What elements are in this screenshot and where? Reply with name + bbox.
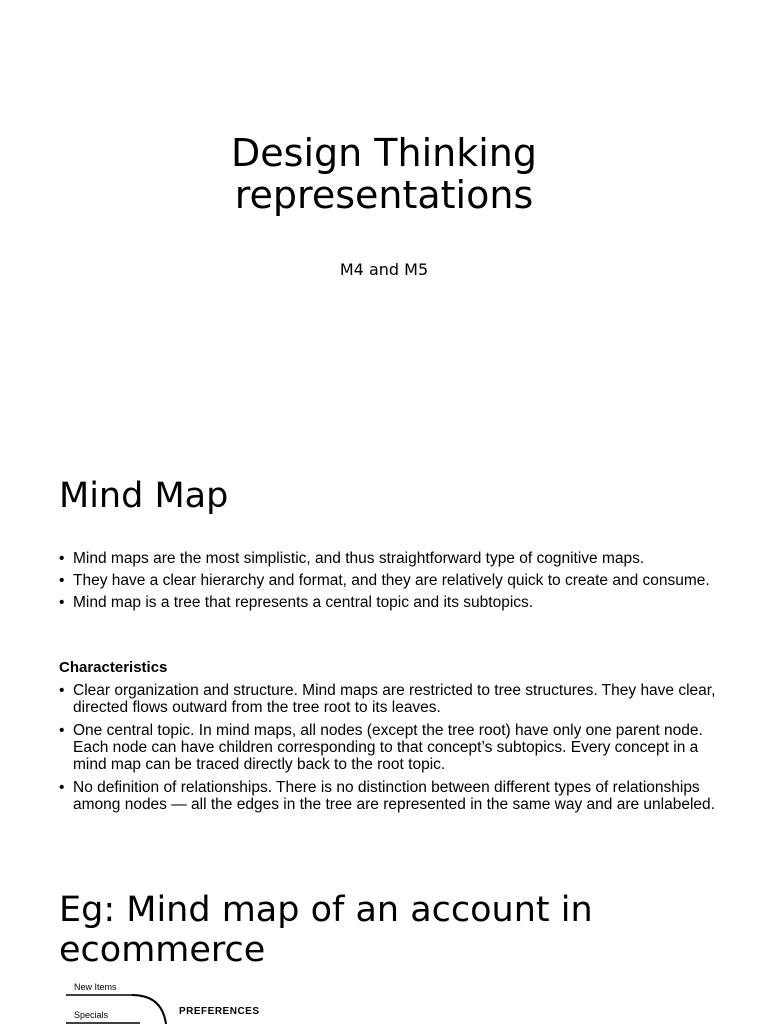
characteristics-heading: Characteristics: [59, 659, 168, 676]
diagram-label-preferences: PREFERENCES: [179, 1006, 260, 1017]
example-heading: Eg: Mind map of an account in ecommerce: [59, 890, 593, 970]
list-item: • Mind maps are the most simplistic, and thus straightforward type of cognitive maps.: [59, 550, 719, 567]
mind-map-heading: Mind Map: [59, 476, 229, 516]
characteristics-list: [59, 682, 719, 819]
diagram-label-specials: Specials: [74, 1010, 109, 1020]
diagram-branch-curve: [132, 995, 166, 1024]
list-item: • One central topic. In mind maps, all nodes (except the tree root) have only one parent node. Each node can have children corresponding to that concept’s subtopics. Every concept in a mind map can be traced directly back to the root topic.: [59, 722, 719, 773]
list-item: • Mind map is a tree that represents a central topic and its subtopics.: [59, 594, 719, 611]
page-title-line-1: Design Thinking: [231, 131, 537, 175]
page-title-line-2: representations: [234, 173, 534, 217]
mind-map-diagram-svg: [0, 975, 768, 1024]
page-subtitle: M4 and M5: [339, 260, 429, 279]
mind-map-bullet-list: [59, 550, 719, 616]
list-item: • They have a clear hierarchy and format, and they are relatively quick to create and consume.: [59, 572, 719, 589]
list-item: • No definition of relationships. There is no distinction between different types of relationships among nodes — all the edges in the tree are represented in the same way and are unlabeled.: [59, 779, 719, 813]
list-item: • Clear organization and structure. Mind maps are restricted to tree structures. They have clear, directed flows outward from the tree root to its leaves.: [59, 682, 719, 716]
diagram-label-new-items: New Items: [74, 982, 117, 992]
mind-map-diagram: [0, 975, 768, 1024]
page-title: [0, 132, 768, 216]
